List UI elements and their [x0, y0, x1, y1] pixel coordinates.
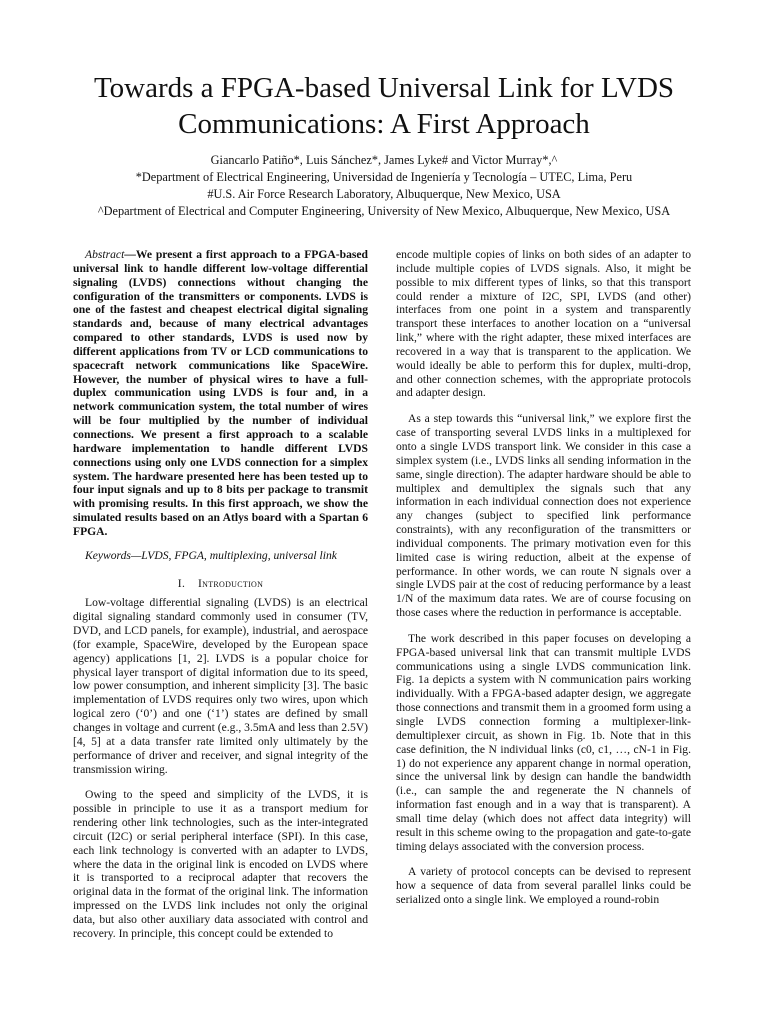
affiliation-1: *Department of Electrical Engineering, Universidad de Ingeniería y Tecnología – UTEC, Lima, Peru [135, 170, 633, 184]
intro-paragraph-2: Owing to the speed and simplicity of the LVDS, it is possible in principle to use it as a transport medium for rendering other link technologies, such as the inter-integrated circuit (I2C) or serial peripheral interface (SPI). In this case, each link technology is converted with an adapter to LVDS, where the data in the original link is encoded on LVDS where it is transported to a reciprocal adapter that recovers the original data in the format of the original link. The information impressed on the LVDS link includes not only the original data, but also other auxiliary data associated with control and recovery. In principle, this concept could be extended to [73, 788, 368, 940]
left-column [73, 248, 368, 941]
abstract-label: Abstract [85, 248, 125, 261]
right-column [396, 248, 691, 907]
section-number: I. [177, 576, 186, 590]
paper-title [40, 70, 728, 142]
title-line-1: Towards a FPGA-based Universal Link for LVDS [93, 72, 675, 104]
right-paragraph-1: encode multiple copies of links on both sides of an adapter to include multiple copies of LVDS signals. Also, it might be possible to mix different types of links, so that this transport could render a mixture of I2C, SPI, LVDS (and other) interfaces from one point in a system and transparently transport these interfaces to another location on a “universal link,” where with the right adapter, these mixed interfaces are recovered in a way that is transparent to the application. We would ideally be able to perform this for duplex, multi-drop, and other connection schemes, with the appropriate protocols and adapter design. [396, 248, 691, 400]
affiliation-2: #U.S. Air Force Research Laboratory, Albuquerque, New Mexico, USA [207, 187, 561, 201]
affiliation-3: ^Department of Electrical and Computer Engineering, University of New Mexico, Albuquerque, New Mexico, USA [97, 204, 671, 218]
intro-paragraph-1: Low-voltage differential signaling (LVDS) is an electrical digital signaling standard commonly used in consumer (TV, DVD, and LCD panels, for example), industrial, and aerospace (for example, SpaceWire, developed by the European space agency) applications [1, 2]. LVDS is a popular choice for physical layer transport of digital information due to its speed, low power consumption, and inherent simplicity [3]. The basic implementation of LVDS requires only two wires, upon which logical zero (‘0’) and one (‘1’) states are defined by small changes in voltage and current (e.g., 3.5mA and less than 2.5V) [4, 5] at a data transfer rate limited only ultimately by the performance of driver and receiver, and signal integrity of the transmission wiring. [73, 596, 368, 776]
author-names: Giancarlo Patiño*, Luis Sánchez*, James Lyke# and Victor Murray*,^ [210, 153, 558, 167]
section-heading [73, 577, 368, 591]
abstract [73, 248, 368, 539]
keywords: Keywords—LVDS, FPGA, multiplexing, universal link [85, 548, 337, 562]
right-paragraph-3: The work described in this paper focuses on developing a FPGA-based universal link that can transmit multiple LVDS communications using a single LVDS communication link. Fig. 1a depicts a system with N communication pairs working individually. With a FPGA-based adapter design, we aggregate those connections and transmit them in a groomed form using a single LVDS connection forming a multiplexer-link-demultiplexer circuit, as shown in Fig. 1b. Note that in this case definition, the N individual links (c0, c1, …, cN-1 in Fig. 1) do not experience any apparent change in normal operation, since the universal link by design can handle the bandwidth (i.e., can sample the and regenerate the N channels of information fast enough and in a way that is transparent). A small time delay (which does not affect data integrity) will result in this scheme owing to the propagation and gate-to-gate timing delays associated with the conversion process. [396, 631, 691, 853]
abstract-text: —We present a first approach to a FPGA-based universal link to handle different low-voltage differential signaling (LVDS) connections without changing the configuration of the transmitters or components. LVDS is one of the fastest and cheapest electrical digital signaling standards and, because of many electrical advantages compared to other standards, LVDS is used now by different applications from TV or LCD communications to spacecraft network communications like SpaceWire. However, the number of physical wires to have a full-duplex communication using LVDS is four and, in a network communication system, the total number of wires will be four multiplied by the number of individual connections. We present a first approach to a scalable hardware implementation to handle different LVDS connections using only one LVDS connection for a simplex system. The hardware presented here has been tested up to four input signals and up to 8 bits per package to transmit with promising results. In this first approach, we show the simulated results based on an Atlys board with a Spartan 6 FPGA. [73, 248, 368, 538]
right-paragraph-4: A variety of protocol concepts can be devised to represent how a sequence of data from several parallel links could be serialized onto a single link. We employed a round-robin [396, 865, 691, 907]
author-block [40, 152, 728, 220]
right-paragraph-2: As a step towards this “universal link,” we explore first the case of transporting several LVDS links in a multiplexed for onto a single LVDS transport link. We consider in this case a simplex system (i.e., LVDS links all sending information in the same, single direction). The adapter hardware should be able to multiplex and demultiplex the signals such that any information in each individual connection does not experience any changes (subject to specified link performance constraints), with any reconfiguration of the transmitters or individual components. The primary motivation even for this limited case is wiring reduction, albeit at the expense of performance. In other words, we can route N signals over a single LVDS pair at the cost of reducing performance by a least 1/N of the maximum data rates. We are of course focusing on those cases where the reduction in performance is acceptable. [396, 412, 691, 620]
title-line-2: Communications: A First Approach [178, 108, 590, 140]
section-title: Introduction [197, 576, 264, 590]
